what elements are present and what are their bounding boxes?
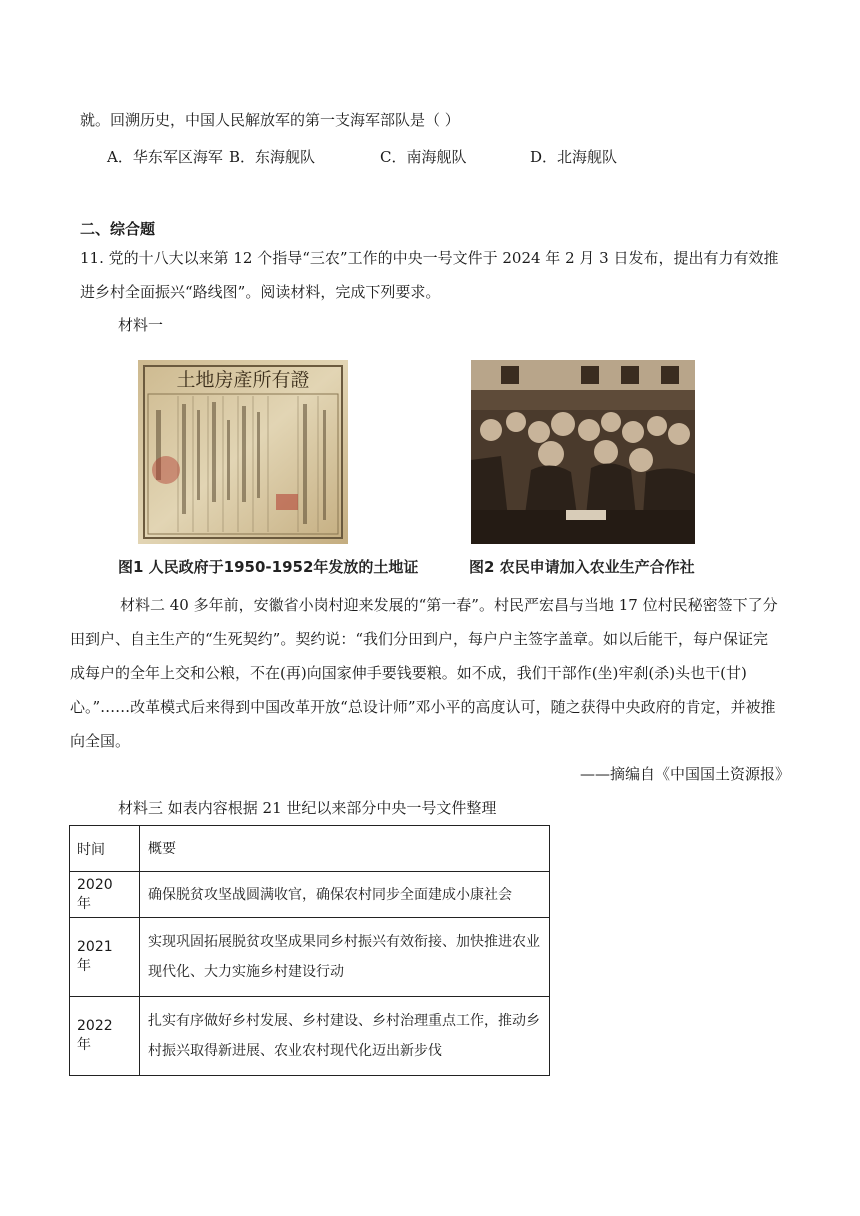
table-cell-summary: 实现巩固拓展脱贫攻坚成果同乡村振兴有效衔接、加快推进农业现代化、大力实施乡村建设行动 [140, 918, 550, 997]
option-c[interactable]: C．南海舰队 [380, 148, 467, 166]
policy-table [69, 825, 550, 1076]
table-row [70, 997, 550, 1076]
table-cell-time: 2021 年 [70, 918, 140, 997]
certificate-title-text: 土地房產所有證 [176, 369, 310, 391]
q11-stem: 11. 党的十八大以来第 12 个指导“三农”工作的中央一号文件于 2024 年 2 月 3 日发布，提出有力有效推进乡村全面振兴“路线图”。阅读材料，完成下列要求。 [80, 249, 779, 301]
figure2-caption: 图2 农民申请加入农业生产合作社 [469, 558, 695, 576]
table-cell-summary: 确保脱贫攻坚战圆满收官，确保农村同步全面建成小康社会 [140, 872, 550, 918]
land-certificate-photo [138, 360, 348, 544]
option-d[interactable]: D．北海舰队 [530, 148, 618, 166]
option-b[interactable]: B．东海舰队 [229, 148, 316, 166]
table-header-summary: 概要 [140, 826, 550, 872]
cooperative-photo [471, 360, 695, 544]
table-cell-summary: 扎实有序做好乡村发展、乡村建设、乡村治理重点工作，推动乡村振兴取得新进展、农业农村现代化迈出新步伐 [140, 997, 550, 1076]
table-header-row [70, 826, 550, 872]
material3-intro: 材料三 如表内容根据 21 世纪以来部分中央一号文件整理 [118, 799, 497, 817]
section-title: 二、综合题 [80, 220, 156, 238]
material2-source: ——摘编自《中国国土资源报》 [580, 765, 791, 783]
table-row [70, 872, 550, 918]
table-row [70, 918, 550, 997]
table-cell-time: 2022 年 [70, 997, 140, 1076]
option-a[interactable]: A．华东军区海军 [107, 148, 223, 166]
figure1-caption: 图1 人民政府于1950-1952年发放的土地证 [118, 558, 419, 576]
table-header-time: 时间 [70, 826, 140, 872]
material2-text: 材料二 40 多年前，安徽省小岗村迎来发展的“第一春”。村民严宏昌与当地 17 位村民秘密签下了分田到户、自主生产的“生死契约”。契约说：“我们分田到户，每户户主签字盖章。如以后能干，每户保证完成每户的全年上交和公粮，不在(再)向国家伸手要钱要粮。如不成，我们干部作(坐)牢刹(杀)头也干(甘)心。”……改革模式后来得到中国改革开放“总设计师”邓小平的高度认可，随之获得中央政府的肯定，并被推向全国。 [70, 596, 778, 750]
prev-question-stem: 就。回溯历史，中国人民解放军的第一支海军部队是（ ） [80, 111, 460, 129]
material1-label: 材料一 [118, 316, 164, 334]
table-cell-time: 2020 年 [70, 872, 140, 918]
